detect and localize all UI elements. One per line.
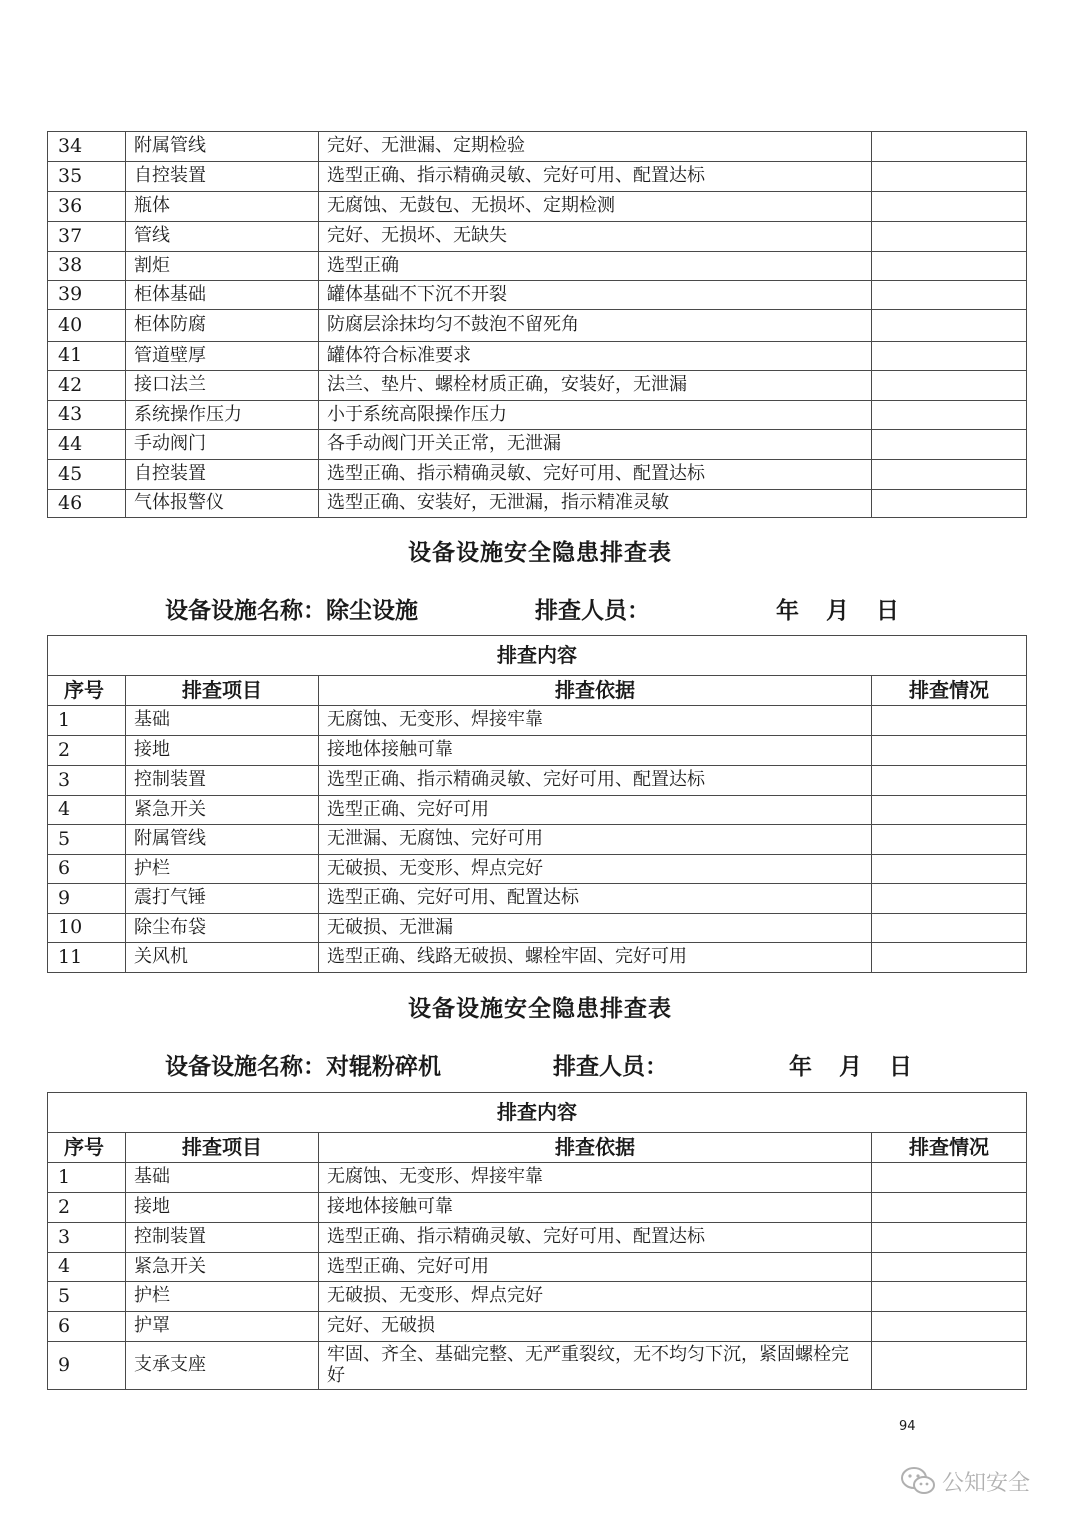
section2-inspector-label: 排查人员： [535,597,650,624]
row-item: 接口法兰 [126,371,319,401]
row-number: 4 [48,796,126,825]
row-basis: 接地体接触可靠 [319,736,872,766]
row-basis: 完好、无损坏、无缺失 [319,222,872,252]
table-row [48,1342,1027,1390]
row-number: 37 [48,222,126,252]
row-basis: 无腐蚀、无鼓包、无损坏、定期检测 [319,192,872,222]
row-status [872,1342,1027,1390]
row-item: 自控装置 [126,460,319,490]
table-row [48,310,1027,342]
column-header-number: 序号 [48,676,126,706]
row-status [872,1312,1027,1342]
row-basis: 无腐蚀、无变形、焊接牢靠 [319,706,872,736]
table-row [48,855,1027,884]
section3-inspector-label: 排查人员： [553,1053,668,1080]
table-row [48,371,1027,401]
row-basis: 各手动阀门开关正常，无泄漏 [319,430,872,460]
row-status [872,914,1027,943]
row-basis: 完好、无泄漏、定期检验 [319,132,872,162]
row-item: 紧急开关 [126,1253,319,1282]
row-basis: 选型正确、指示精确灵敏、完好可用、配置达标 [319,766,872,796]
row-number: 5 [48,825,126,855]
table-row [48,222,1027,252]
row-number: 1 [48,706,126,736]
section3-title: 设备设施安全隐患排查表 [408,995,672,1022]
row-status [872,192,1027,222]
row-item: 控制装置 [126,766,319,796]
row-basis: 防腐层涂抹均匀不鼓泡不留死角 [319,310,872,342]
row-item: 附属管线 [126,132,319,162]
row-item: 柜体基础 [126,281,319,310]
table-row [48,884,1027,914]
table-row [48,490,1027,518]
row-number: 6 [48,1312,126,1342]
row-item: 基础 [126,706,319,736]
row-status [872,490,1027,518]
table-row [48,736,1027,766]
row-basis: 小于系统高限操作压力 [319,401,872,430]
row-basis: 无泄漏、无腐蚀、完好可用 [319,825,872,855]
row-number: 43 [48,401,126,430]
table-row [48,162,1027,192]
row-status [872,310,1027,342]
row-status [872,342,1027,371]
row-item: 附属管线 [126,825,319,855]
row-item: 接地 [126,1193,319,1223]
table-row [48,252,1027,281]
row-basis: 罐体符合标准要求 [319,342,872,371]
table-row [48,1253,1027,1282]
row-status [872,371,1027,401]
row-number: 1 [48,1163,126,1193]
row-item: 紧急开关 [126,796,319,825]
row-item: 柜体防腐 [126,310,319,342]
row-number: 36 [48,192,126,222]
row-status [872,1163,1027,1193]
row-status [872,943,1027,973]
table-row [48,430,1027,460]
row-item: 管道壁厚 [126,342,319,371]
table-row [48,1193,1027,1223]
row-number: 2 [48,1193,126,1223]
row-item: 气体报警仪 [126,490,319,518]
table-row [48,342,1027,371]
row-number: 4 [48,1253,126,1282]
row-number: 9 [48,884,126,914]
row-number: 41 [48,342,126,371]
row-item: 割炬 [126,252,319,281]
row-status [872,252,1027,281]
row-number: 39 [48,281,126,310]
row-basis: 接地体接触可靠 [319,1193,872,1223]
column-header-number: 序号 [48,1133,126,1163]
row-status [872,796,1027,825]
row-status [872,1282,1027,1312]
row-number: 6 [48,855,126,884]
table-row [48,706,1027,736]
row-status [872,1223,1027,1253]
row-status [872,706,1027,736]
row-basis: 无破损、无变形、焊点完好 [319,1282,872,1312]
row-status [872,766,1027,796]
row-item: 瓶体 [126,192,319,222]
row-basis: 牢固、齐全、基础完整、无严重裂纹，无不均匀下沉，紧固螺栓完好 [319,1342,872,1390]
row-status [872,1193,1027,1223]
row-status [872,1253,1027,1282]
table-section2 [47,635,1027,973]
watermark [900,1464,1030,1498]
row-status [872,884,1027,914]
row-status [872,222,1027,252]
table-row [48,766,1027,796]
table-row [48,914,1027,943]
row-basis: 选型正确 [319,252,872,281]
row-item: 关风机 [126,943,319,973]
row-status [872,162,1027,192]
table-row [48,132,1027,162]
row-status [872,132,1027,162]
row-status [872,430,1027,460]
row-number: 40 [48,310,126,342]
row-basis: 无腐蚀、无变形、焊接牢靠 [319,1163,872,1193]
row-item: 接地 [126,736,319,766]
table-row [48,1163,1027,1193]
row-basis: 选型正确、指示精确灵敏、完好可用、配置达标 [319,1223,872,1253]
row-item: 护栏 [126,1282,319,1312]
row-item: 除尘布袋 [126,914,319,943]
row-basis: 选型正确、安装好，无泄漏，指示精准灵敏 [319,490,872,518]
row-number: 45 [48,460,126,490]
row-item: 支承支座 [126,1342,319,1390]
row-item: 护栏 [126,855,319,884]
row-number: 3 [48,766,126,796]
table-row [48,1223,1027,1253]
column-header-basis: 排查依据 [319,676,872,706]
table-row [48,796,1027,825]
row-number: 44 [48,430,126,460]
row-status [872,460,1027,490]
row-number: 46 [48,490,126,518]
column-header-status: 排查情况 [872,676,1027,706]
row-basis: 无破损、无变形、焊点完好 [319,855,872,884]
row-number: 38 [48,252,126,281]
watermark-text: 公知安全 [942,1470,1031,1496]
row-number: 34 [48,132,126,162]
row-basis: 选型正确、指示精确灵敏、完好可用、配置达标 [319,162,872,192]
row-status [872,281,1027,310]
row-status [872,825,1027,855]
row-number: 5 [48,1282,126,1312]
row-basis: 选型正确、完好可用、配置达标 [319,884,872,914]
row-number: 42 [48,371,126,401]
page-number: 94 [899,1419,916,1434]
row-item: 管线 [126,222,319,252]
row-basis: 完好、无破损 [319,1312,872,1342]
row-basis: 无破损、无泄漏 [319,914,872,943]
row-number: 3 [48,1223,126,1253]
table-span-header: 排查内容 [48,636,1027,676]
row-number: 9 [48,1342,126,1390]
column-header-item: 排查项目 [126,676,319,706]
row-basis: 选型正确、完好可用 [319,796,872,825]
row-basis: 选型正确、完好可用 [319,1253,872,1282]
column-header-basis: 排查依据 [319,1133,872,1163]
section2-title: 设备设施安全隐患排查表 [408,539,672,566]
table-section3 [47,1092,1027,1390]
row-item: 自控装置 [126,162,319,192]
table-row [48,192,1027,222]
row-item: 控制装置 [126,1223,319,1253]
row-basis: 法兰、垫片、螺栓材质正确，安装好，无泄漏 [319,371,872,401]
table-row [48,460,1027,490]
table-row [48,1312,1027,1342]
section3-equipment-label: 设备设施名称：对辊粉碎机 [165,1053,441,1080]
column-header-status: 排查情况 [872,1133,1027,1163]
row-item: 手动阀门 [126,430,319,460]
row-number: 10 [48,914,126,943]
row-basis: 选型正确、线路无破损、螺栓牢固、完好可用 [319,943,872,973]
row-item: 基础 [126,1163,319,1193]
section2-date-label: 年 月 日 [776,597,901,624]
column-header-item: 排查项目 [126,1133,319,1163]
row-status [872,401,1027,430]
row-item: 系统操作压力 [126,401,319,430]
table-top [47,131,1027,518]
row-number: 11 [48,943,126,973]
table-row [48,401,1027,430]
table-row [48,1282,1027,1312]
row-basis: 选型正确、指示精确灵敏、完好可用、配置达标 [319,460,872,490]
row-number: 2 [48,736,126,766]
section3-date-label: 年 月 日 [789,1053,914,1080]
section2-equipment-label: 设备设施名称：除尘设施 [165,597,418,624]
wechat-icon [900,1466,936,1496]
table-row [48,943,1027,973]
table-span-header: 排查内容 [48,1093,1027,1133]
table-row [48,825,1027,855]
row-item: 震打气锤 [126,884,319,914]
row-status [872,855,1027,884]
row-number: 35 [48,162,126,192]
row-item: 护罩 [126,1312,319,1342]
row-status [872,736,1027,766]
table-row [48,281,1027,310]
row-basis: 罐体基础不下沉不开裂 [319,281,872,310]
